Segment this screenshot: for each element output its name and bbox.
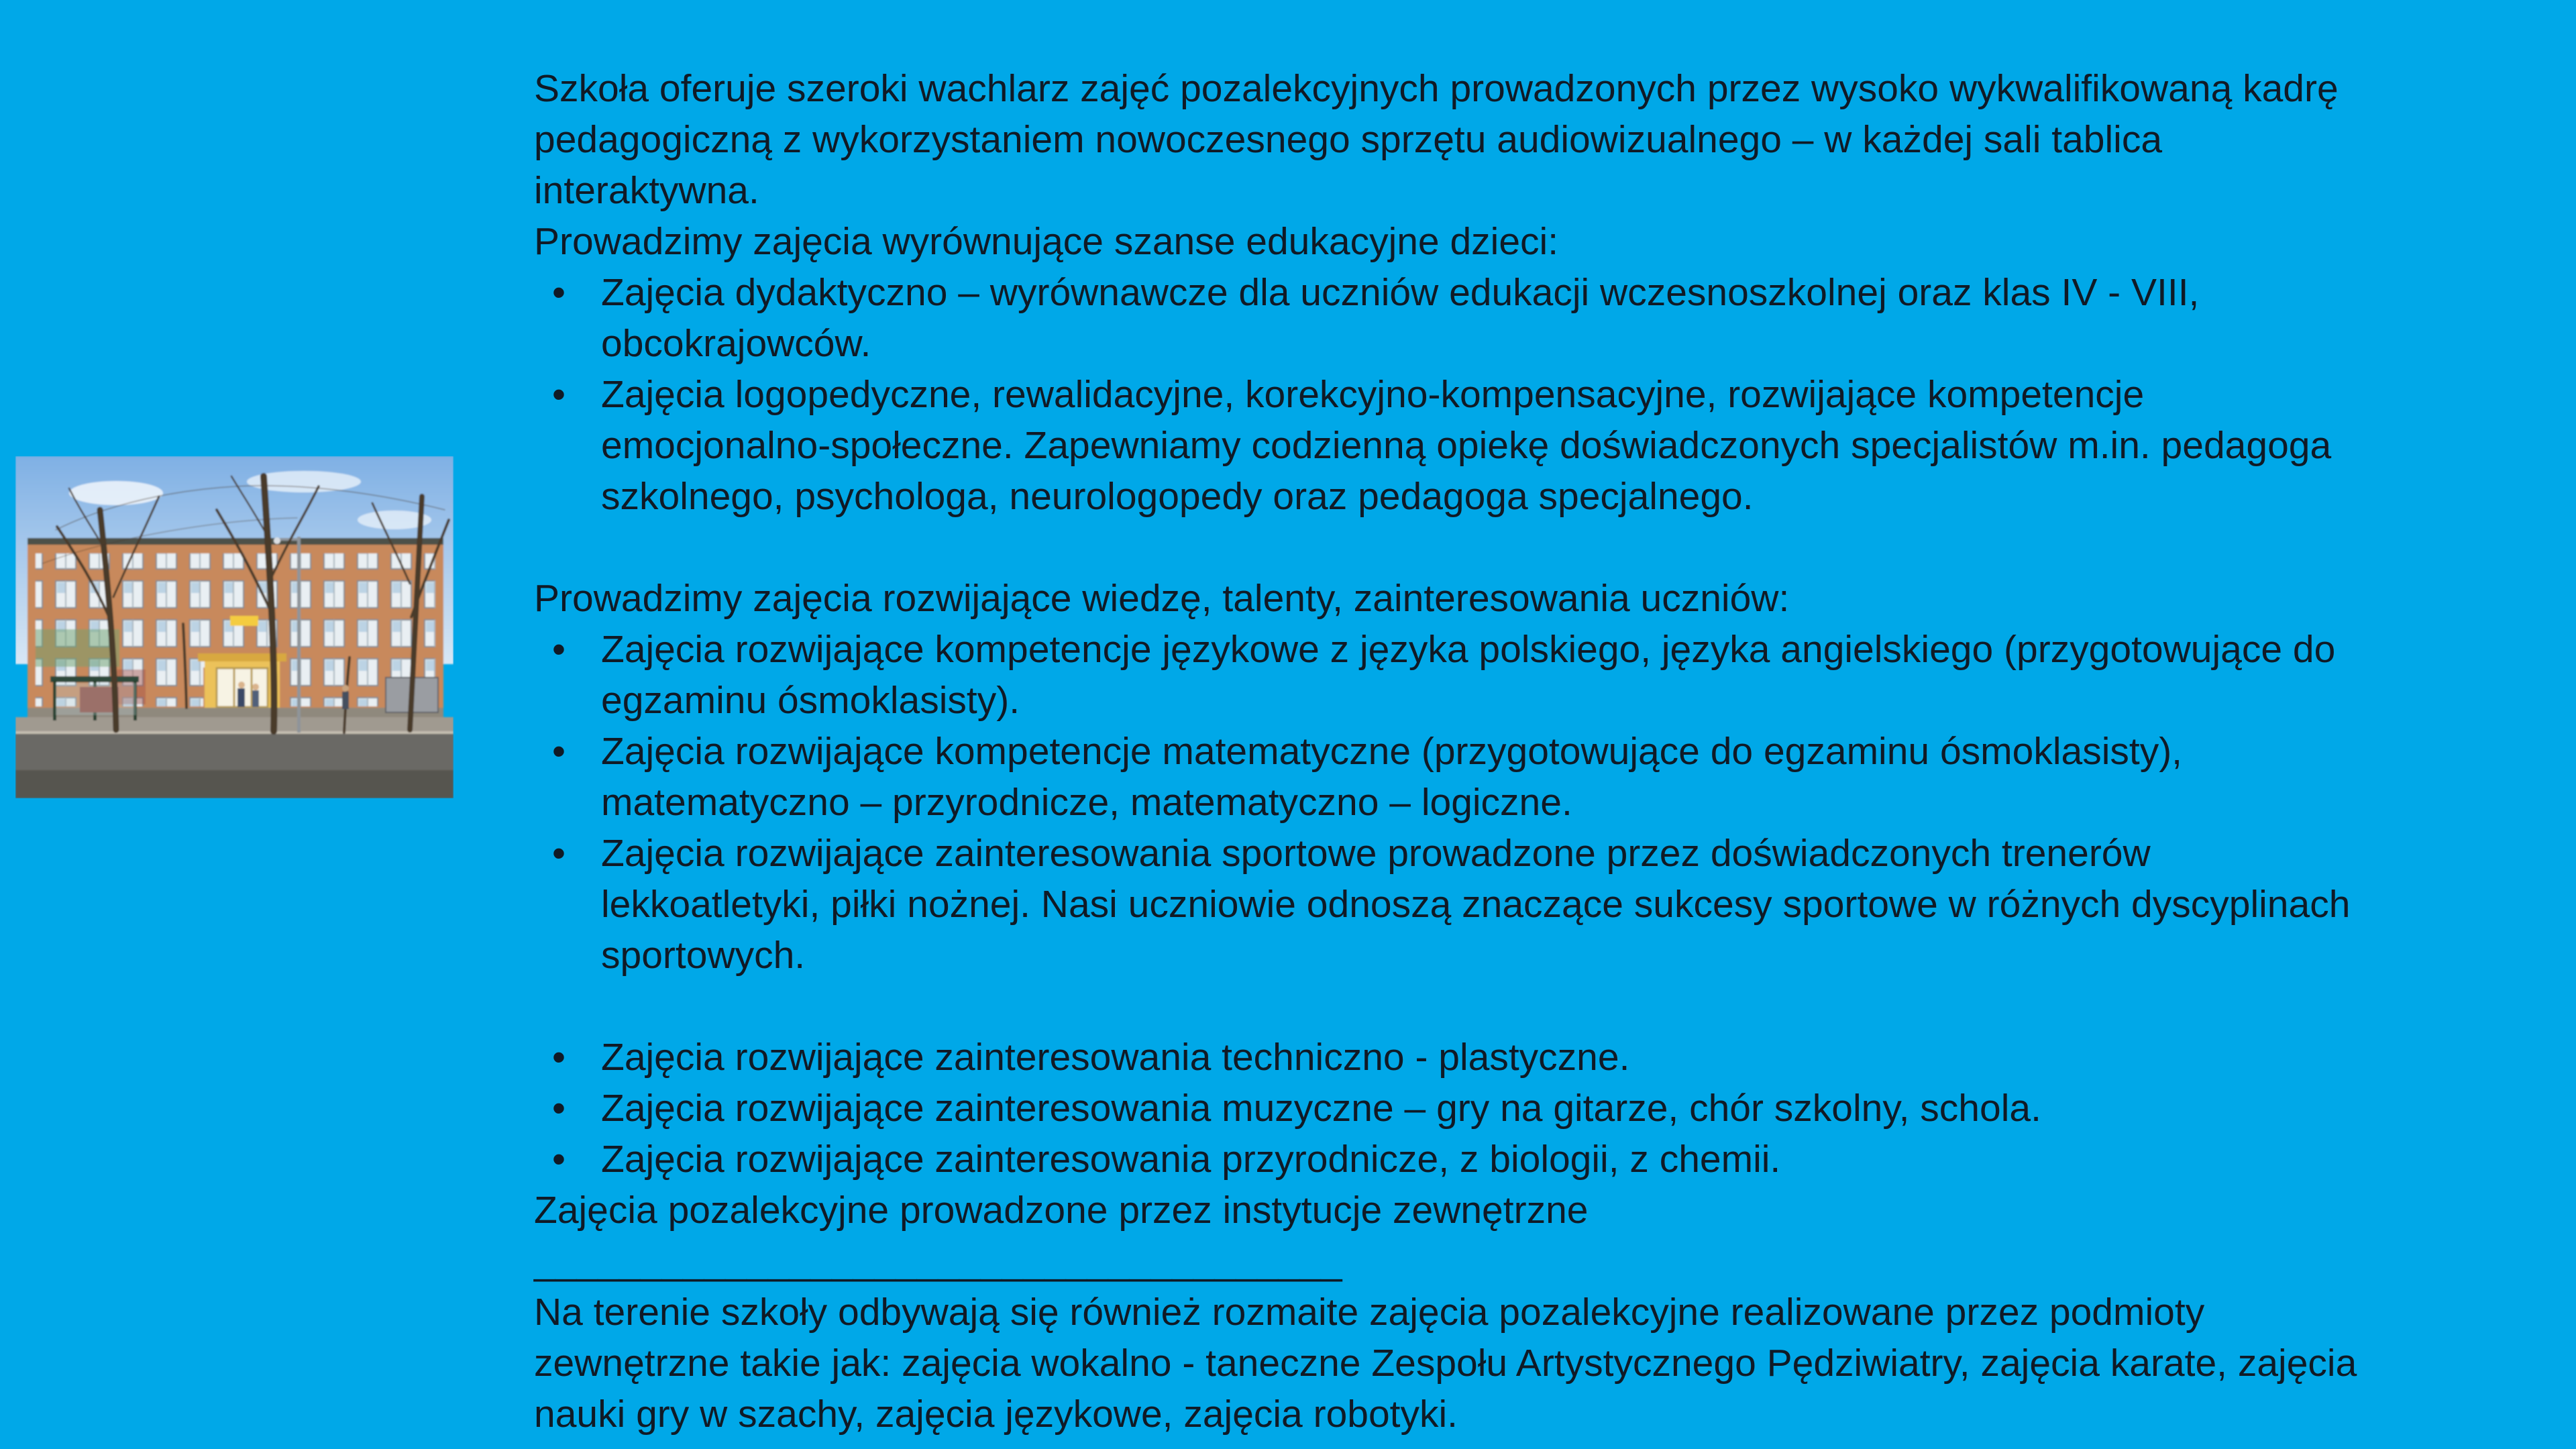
text-line: Szkoła oferuje szeroki wachlarz zajęć pozalekcyjnych prowadzonych przez wysoko wykwalifikowaną kadrę — [534, 67, 2339, 110]
text-line: Zajęcia rozwijające zainteresowania przyrodnicze, z biologii, z chemii. — [601, 1138, 1781, 1181]
text-line: Zajęcia logopedyczne, rewalidacyjne, korekcyjno-kompensacyjne, rozwijające kompetencje — [601, 373, 2145, 416]
bullet-icon: • — [552, 1087, 566, 1130]
bullet-list-developing — [534, 624, 2549, 981]
blank-line — [534, 981, 2549, 1032]
intro-paragraph — [534, 63, 2549, 216]
text-line: obcokrajowców. — [601, 322, 871, 365]
bullet-icon: • — [552, 730, 566, 773]
text-line: nauki gry w szachy, zajęcia językowe, zajęcia robotyki. — [534, 1393, 1458, 1436]
list-item — [534, 624, 2549, 726]
list-item — [534, 267, 2549, 369]
bullet-icon: • — [552, 1036, 566, 1079]
text-line: pedagogiczną z wykorzystaniem nowoczesnego sprzętu audiowizualnego – w każdej sali tablica — [534, 118, 2163, 161]
divider-line: ______________________________________ — [534, 1240, 1342, 1283]
outro-paragraph — [534, 1287, 2549, 1440]
list-item — [534, 828, 2549, 981]
bullet-icon: • — [552, 271, 566, 314]
list-item — [534, 1032, 2549, 1083]
text-line: egzaminu ósmoklasisty). — [601, 679, 1020, 722]
school-photo — [15, 456, 453, 798]
yellow-banner — [230, 616, 258, 626]
bullet-list-interests — [534, 1032, 2549, 1185]
slide-text-block — [534, 63, 2549, 1440]
bullet-icon: • — [552, 628, 566, 671]
text-line: Zajęcia rozwijające kompetencje językowe z języka polskiego, języka angielskiego (przygotowujące do — [601, 628, 2336, 671]
heading-equalizing-classes: Prowadzimy zajęcia wyrównujące szanse edukacyjne dzieci: — [534, 220, 1559, 263]
text-line: Zajęcia rozwijające zainteresowania sportowe prowadzone przez doświadczonych trenerów — [601, 832, 2151, 875]
text-line: Zajęcia dydaktyczno – wyrównawcze dla uczniów edukacji wczesnoszkolnej oraz klas IV - VIII, — [601, 271, 2200, 314]
blank-line — [534, 522, 2549, 573]
photo-ground — [15, 708, 453, 798]
text-line: szkolnego, psychologa, neurologopedy oraz pedagoga specjalnego. — [601, 475, 1754, 518]
bullet-icon: • — [552, 373, 566, 416]
bullet-icon: • — [552, 1138, 566, 1181]
text-line: lekkoatletyki, piłki nożnej. Nasi uczniowie odnoszą znaczące sukcesy sportowe w różnych dyscyplinach — [601, 883, 2351, 926]
bullet-icon: • — [552, 832, 566, 875]
text-line: Zajęcia rozwijające zainteresowania techniczno - plastyczne. — [601, 1036, 1630, 1079]
heading-developing-classes: Prowadzimy zajęcia rozwijające wiedzę, talenty, zainteresowania uczniów: — [534, 577, 1790, 620]
list-item — [534, 1083, 2549, 1134]
list-item — [534, 369, 2549, 522]
green-windows — [36, 629, 119, 667]
text-line: sportowych. — [601, 934, 806, 977]
text-line: matematyczno – przyrodnicze, matematyczno – logiczne. — [601, 781, 1572, 824]
list-item — [534, 1134, 2549, 1185]
text-line: emocjonalno-społeczne. Zapewniamy codzienną opiekę doświadczonych specjalistów m.in. pedagoga — [601, 424, 2332, 467]
text-line: Na terenie szkoły odbywają się również rozmaite zajęcia pozalekcyjne realizowane przez podmioty — [534, 1291, 2205, 1334]
text-line: zewnętrzne takie jak: zajęcia wokalno - taneczne Zespołu Artystycznego Pędziwiatry, zajęcia karate, zajęcia — [534, 1342, 2357, 1385]
text-line: interaktywna. — [534, 169, 759, 212]
bullet-list-equalizing — [534, 267, 2549, 522]
list-item — [534, 726, 2549, 828]
text-line: Zajęcia rozwijające kompetencje matematyczne (przygotowujące do egzaminu ósmoklasisty), — [601, 730, 2183, 773]
heading-external-institutions: Zajęcia pozalekcyjne prowadzone przez instytucje zewnętrzne — [534, 1189, 1589, 1232]
text-line: Zajęcia rozwijające zainteresowania muzyczne – gry na gitarze, chór szkolny, schola. — [601, 1087, 2041, 1130]
